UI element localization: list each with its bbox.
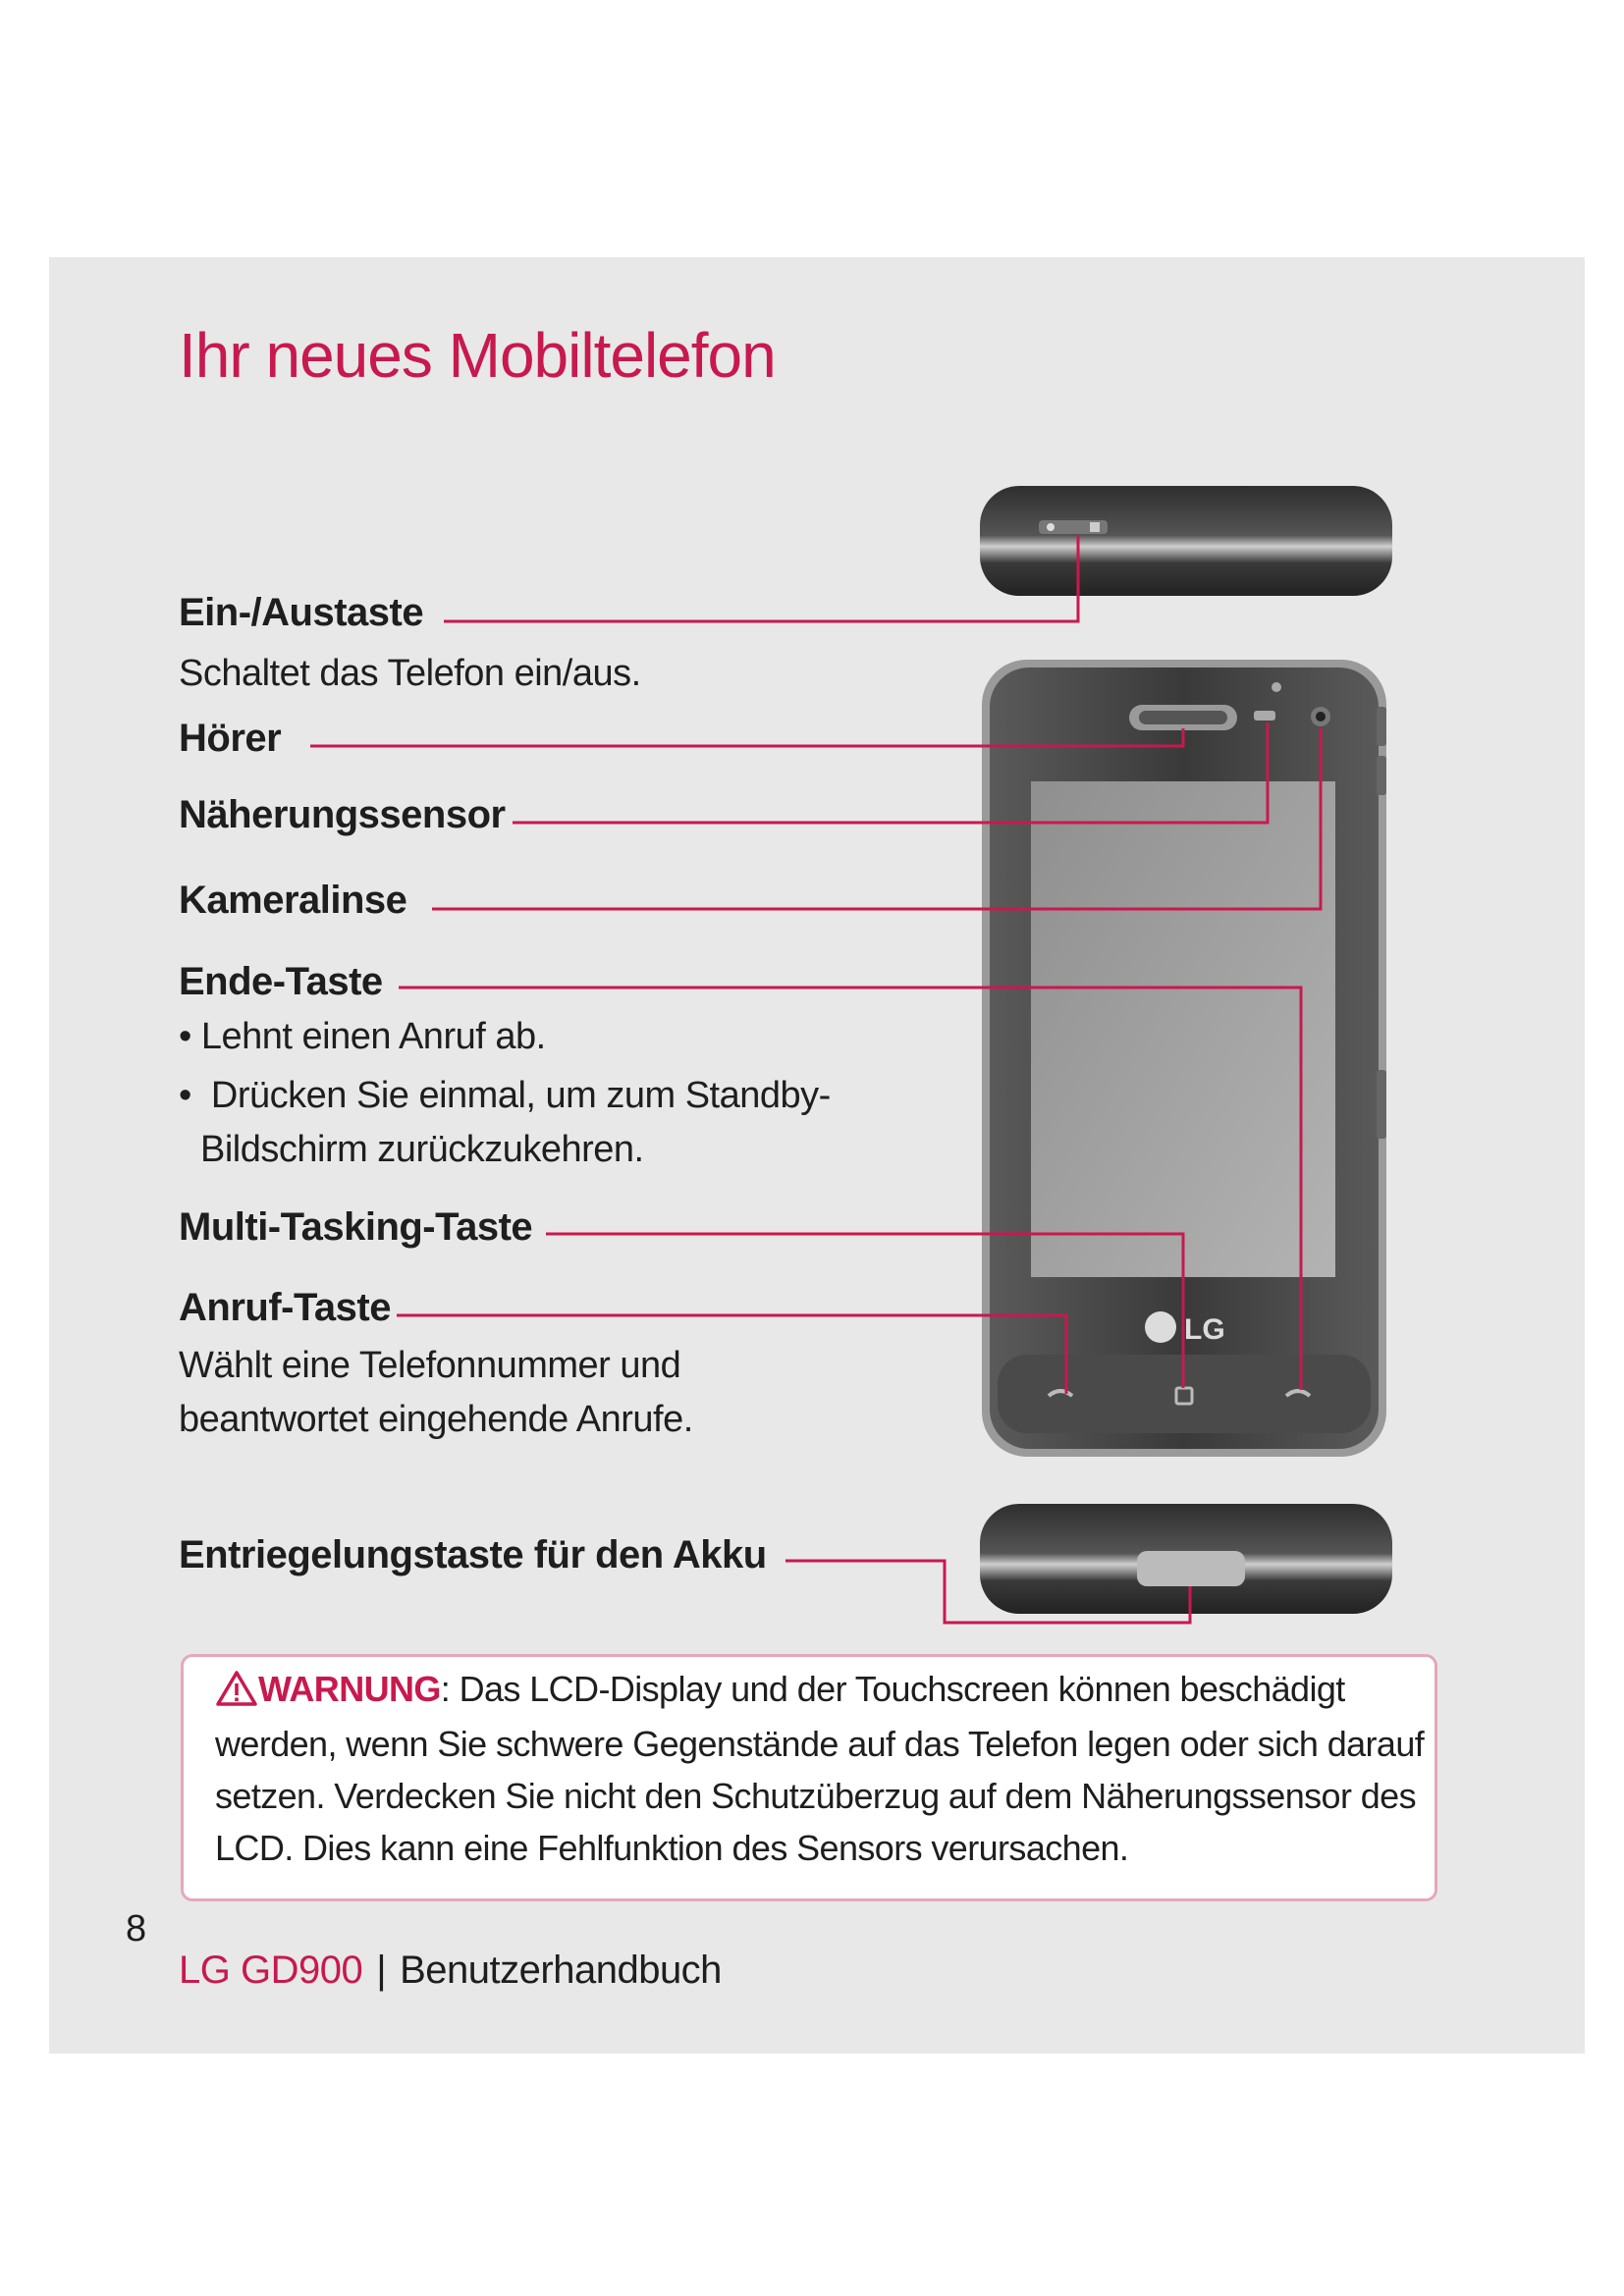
- warning-heading: WARNUNG: [258, 1669, 441, 1709]
- bullet-end-key-2: • Drücken Sie einmal, um zum Standby-: [179, 1075, 831, 1116]
- warning-line-1: WARNUNG: Das LCD-Display und der Touchscreen können beschädigt: [215, 1669, 1345, 1710]
- label-camera-lens: Kameralinse: [179, 879, 407, 922]
- desc-call-key-1: Wählt eine Telefonnummer und: [179, 1345, 681, 1386]
- phone-top-view: [980, 486, 1392, 596]
- label-power-key: Ein-/Austaste: [179, 591, 424, 634]
- desc-power-key: Schaltet das Telefon ein/aus.: [179, 653, 641, 694]
- warning-line-2: werden, wenn Sie schwere Gegenstände auf das Telefon legen oder sich darauf: [215, 1724, 1425, 1764]
- label-earpiece: Hörer: [179, 717, 282, 760]
- desc-call-key-2: beantwortet eingehende Anrufe.: [179, 1399, 693, 1440]
- bullet-end-key-1: • Lehnt einen Anruf ab.: [179, 1016, 546, 1057]
- footer-model: LG GD900: [179, 1949, 363, 1992]
- phone-brand-logo: LG: [1184, 1313, 1225, 1346]
- footer: [179, 1949, 722, 1993]
- callout-call-key: [397, 1315, 1066, 1394]
- page-number: 8: [126, 1908, 147, 1949]
- footer-separator: |: [376, 1949, 387, 1992]
- warning-triangle-icon: [215, 1670, 258, 1707]
- warning-box: [181, 1654, 1437, 1901]
- page-title: Ihr neues Mobiltelefon: [179, 320, 776, 391]
- label-call-key: Anruf-Taste: [179, 1286, 391, 1329]
- bullet-end-key-2-cont: Bildschirm zurückzukehren.: [200, 1129, 644, 1170]
- warning-line-4: LCD. Dies kann eine Fehlfunktion des Sensors verursachen.: [215, 1828, 1129, 1868]
- label-battery-release: Entriegelungstaste für den Akku: [179, 1533, 767, 1576]
- label-end-key: Ende-Taste: [179, 960, 383, 1003]
- warning-line-3: setzen. Verdecken Sie nicht den Schutzüberzug auf dem Näherungssensor des: [215, 1776, 1416, 1816]
- phone-bottom-view: [980, 1504, 1392, 1614]
- label-proximity-sensor: Näherungssensor: [179, 793, 506, 836]
- label-multitasking-key: Multi-Tasking-Taste: [179, 1205, 533, 1249]
- footer-doc-title: Benutzerhandbuch: [400, 1949, 722, 1992]
